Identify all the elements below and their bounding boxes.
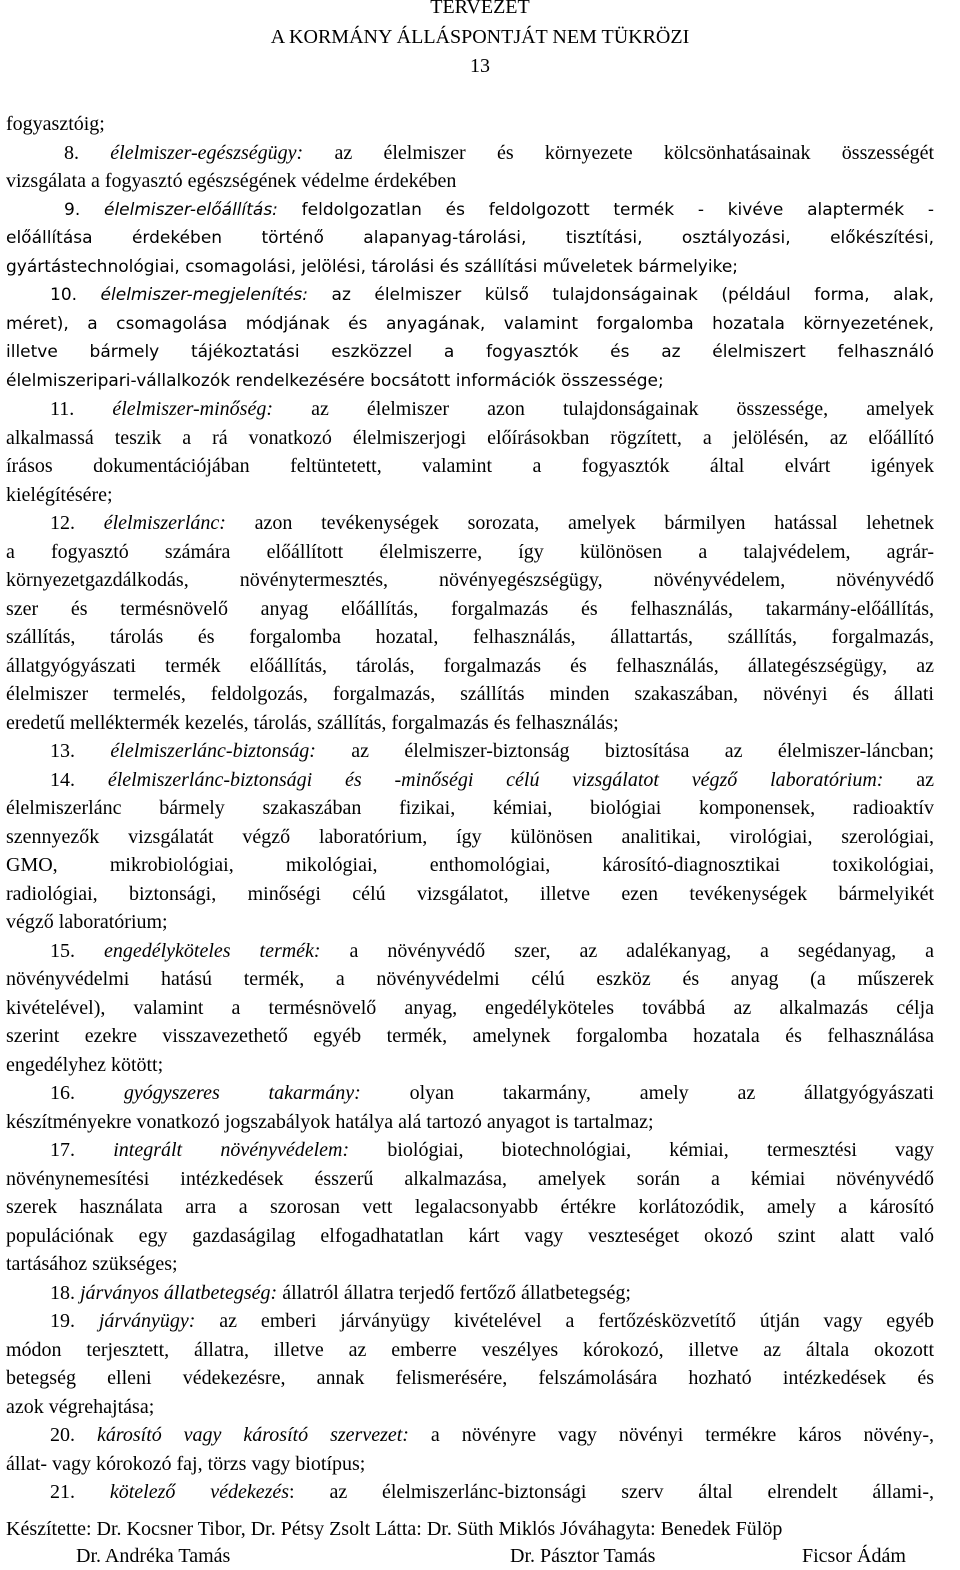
text-line: populációnak egy gazdaságilag elfogadhatatlan kárt vagy veszteséget okozó szint alatt való — [6, 1224, 934, 1247]
term: élelmiszer-megjelenítés: — [100, 285, 309, 305]
term: integrált növényvédelem: — [113, 1139, 350, 1161]
header-disclaimer: A KORMÁNY ÁLLÁSPONTJÁT NEM TÜKRÖZI — [270, 26, 690, 48]
definition-9: 9. élelmiszer-előállítás: feldolgozatlan és feldolgozott termék - kivéve alaptermék - — [64, 199, 934, 220]
text-line: kielégítésére; — [6, 483, 113, 506]
term: élelmiszerlánc-biztonsági és -minőségi célú vizsgálatot végző laboratórium: — [107, 768, 884, 791]
text-line: végző laboratórium; — [6, 911, 168, 933]
text-line: szerint ezekre visszavezethető egyéb termék, amelynek forgalomba hozatala és felhasználása — [6, 1025, 934, 1047]
footer-names — [6, 1543, 954, 1569]
text-line: élelmiszeripari-vállalkozók rendelkezésére bocsátott információk összessége; — [6, 370, 664, 391]
document-body — [6, 110, 934, 1507]
text-line: vizsgálata a fogyasztó egészségének védelme érdekében — [6, 170, 457, 192]
text-line: szer és termésnövelő anyag előállítás, forgalmazás és felhasználás, takarmány-előállítás, — [6, 597, 934, 620]
text-line: gyártástechnológiai, csomagolási, jelölési, tárolási és szállítási műveletek bármelyike; — [6, 256, 739, 277]
term: élelmiszer-minőség: — [112, 398, 274, 420]
text-line: eredetű melléktermék kezelés, tárolás, szállítás, forgalmazás és felhasználás; — [6, 711, 619, 734]
text-line: szállítás, tárolás és forgalomba hozatal, felhasználás, állattartás, szállítás, forgalmazás, — [6, 626, 934, 648]
term: gyógyszeres takarmány: — [123, 1082, 361, 1104]
text-line: azok végrehajtása; — [6, 1395, 155, 1418]
definition-11: 11. élelmiszer-minőség: az élelmiszer azon tulajdonságainak összessége, amelyek — [50, 398, 934, 420]
text-line: környezetgazdálkodás, növénytermesztés, növényegészségügy, növényvédelem, növényvédő — [6, 569, 934, 591]
text-line: előállítása érdekében történő alapanyag-tárolási, tisztítási, osztályozási, előkészítési, — [6, 228, 934, 248]
text-line: élelmiszer termelés, feldolgozás, forgalmazás, szállítás minden szakaszában, növényi és állati — [6, 683, 934, 705]
definition-13: 13. élelmiszerlánc-biztonság: az élelmiszer-biztonság biztosítása az élelmiszer-láncban; — [50, 740, 935, 762]
text-line: szerek használata arra a szorosan vett legalacsonyabb értékre korlátozódik, amely a károsító — [6, 1196, 934, 1218]
text-line: élelmiszerlánc bármely szakaszában fizikai, kémiai, biológiai komponensek, radioaktív — [6, 797, 934, 819]
definition-8: 8. élelmiszer-egészségügy: az élelmiszer és környezete kölcsönhatásainak összességét — [64, 141, 935, 164]
text-line: radiológiai, biztonsági, minőségi célú vizsgálatot, illetve ezen tevékenységek bármelyikét — [6, 882, 934, 905]
term: kötelező védekezés — [109, 1481, 290, 1503]
text-line: növénynemesítési intézkedések ésszerű alkalmazása, amelyek során a kémiai növényvédő — [6, 1167, 934, 1190]
text-line: a fogyasztó számára előállított élelmiszerre, így különösen a talajvédelem, agrár- — [6, 540, 934, 563]
term: károsító vagy károsító szervezet: — [96, 1424, 409, 1446]
text-line: illetve bármely tájékoztatási eszközzel a fogyasztók és az élelmiszert felhasználó — [6, 342, 934, 362]
footer-name-3: Ficsor Ádám — [802, 1545, 906, 1567]
footer-name-1: Dr. Andréka Tamás — [76, 1545, 231, 1567]
text-line: készítményekre vonatkozó jogszabályok hatálya alá tartozó anyagot is tartalmaz; — [6, 1110, 654, 1133]
term: járványos állatbetegség: — [80, 1281, 278, 1304]
text-line: méret), a csomagolása módjának és anyagának, valamint forgalomba hozatala környezetének, — [6, 313, 934, 334]
definition-20: 20. károsító vagy károsító szervezet: a növényre vagy növényi termékre káros növény-, — [50, 1424, 934, 1446]
text-line: tartásához szükséges; — [6, 1253, 178, 1275]
term: élelmiszer-egészségügy: — [110, 141, 304, 164]
footer-signatures: Készítette: Dr. Kocsner Tibor, Dr. Pétsy Zsolt Látta: Dr. Süth Miklós Jóváhagyta: Benedek Fülöp — [6, 1518, 783, 1540]
text-line: írásos dokumentációjában feltüntetett, valamint a fogyasztók által elvárt igények — [6, 455, 934, 477]
definition-16: 16. gyógyszeres takarmány: olyan takarmány, amely az állatgyógyászati — [50, 1082, 934, 1104]
definition-21: 21. kötelező védekezés: az élelmiszerlánc-biztonsági szerv által elrendelt állami-, — [50, 1481, 934, 1503]
term: élelmiszer-előállítás: — [103, 199, 278, 220]
definition-19: 19. járványügy: az emberi járványügy kivételével a fertőzésközvetítő útján vagy egyéb — [50, 1310, 935, 1332]
term: élelmiszerlánc: — [103, 512, 226, 534]
definition-14: 14. élelmiszerlánc-biztonsági és -minőségi célú vizsgálatot végző laboratórium: az — [50, 768, 934, 791]
text-line: engedélyhez kötött; — [6, 1053, 164, 1076]
text-line: fogyasztóig; — [6, 113, 105, 135]
text-line: állatgyógyászati termék előállítás, tárolás, forgalmazás és felhasználás, állategészségügy, az — [6, 654, 934, 677]
definition-15: 15. engedélyköteles termék: a növényvédő szer, az adalékanyag, a segédanyag, a — [50, 939, 934, 962]
definition-18: 18. járványos állatbetegség: állatról állatra terjedő fertőző állatbetegség; — [50, 1281, 631, 1304]
definition-17: 17. integrált növényvédelem: biológiai, biotechnológiai, kémiai, termesztési vagy — [50, 1139, 934, 1161]
text-line: alkalmassá teszik a rá vonatkozó élelmiszerjogi előírásokban rögzített, a jelölésén, az előállító — [6, 426, 934, 449]
text-line: szennyezők vizsgálatát végző laboratórium, így különösen analitikai, virológiai, szerológiai, — [6, 825, 934, 848]
page-number: 13 — [470, 55, 490, 77]
term: engedélyköteles termék: — [103, 939, 321, 962]
text-line: módon terjesztett, állatra, illetve az emberre veszélyes kórokozó, illetve az általa okozott — [6, 1338, 934, 1361]
term: járványügy: — [98, 1310, 196, 1332]
term: élelmiszerlánc-biztonság: — [110, 740, 316, 762]
definition-10: 10. élelmiszer-megjelenítés: az élelmiszer külső tulajdonságainak (például forma, alak, — [50, 285, 934, 305]
text-line: állat- vagy kórokozó faj, törzs vagy biotípus; — [6, 1452, 366, 1475]
text-line: betegség elleni védekezésre, annak felismerésére, felszámolására hozható intézkedések és — [6, 1367, 934, 1389]
header-draft-label: TERVEZET — [430, 0, 530, 18]
definition-12: 12. élelmiszerlánc: azon tevékenységek sorozata, amelyek bármilyen hatással lehetnek — [50, 512, 934, 534]
text-line: GMO, mikrobiológiai, mikológiai, enthomológiai, károsító-diagnosztikai toxikológiai, — [6, 854, 934, 876]
footer-name-2: Dr. Pásztor Tamás — [510, 1545, 656, 1567]
text-line: növényvédelmi hatású termék, a növényvédelmi célú eszköz és anyag (a műszerek — [6, 968, 934, 990]
text-line: kivételével), valamint a termésnövelő anyag, engedélyköteles továbbá az alkalmazás célja — [6, 996, 934, 1019]
